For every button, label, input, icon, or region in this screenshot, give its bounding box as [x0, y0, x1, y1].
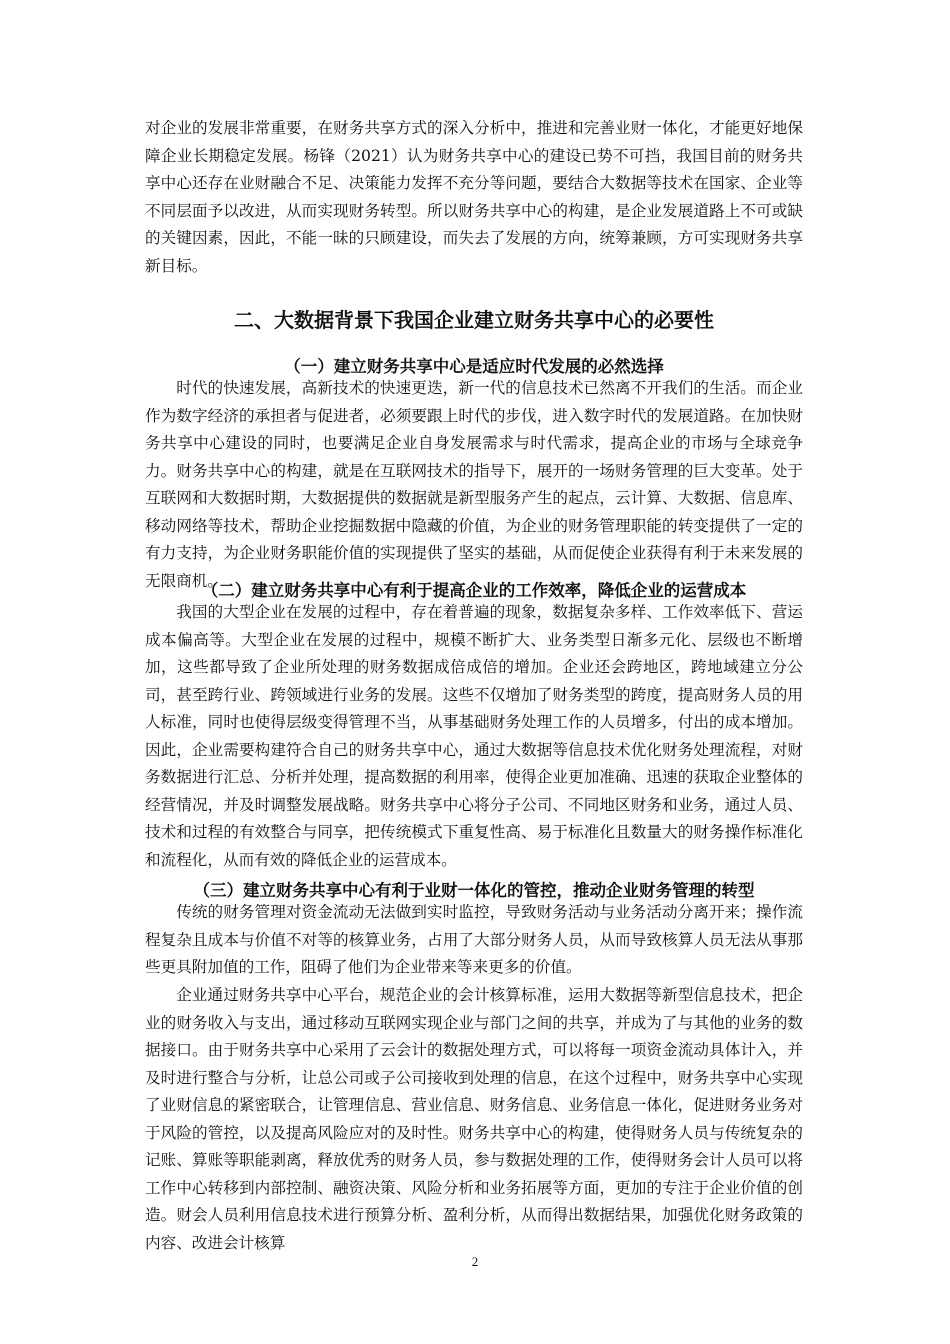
- subsection-2-body: 我国的大型企业在发展的过程中，存在着普遍的现象，数据复杂多样、工作效率低下、营运成本偏高等。大型企业在发展的过程中，规模不断扩大、业务类型日渐多元化、层级也不断增加，这些都导致了企业所处理的财务数据成倍成倍的增加。企业还会跨地区，跨地域建立分公司，甚至跨行业、跨领域进行业务的发展。这些不仅增加了财务类型的跨度，提高财务人员的用人标准，同时也使得层级变得管理不当，从事基础财务处理工作的人员增多，付出的成本增加。因此，企业需要构建符合自己的财务共享中心，通过大数据等信息技术优化财务处理流程，对财务数据进行汇总、分析并处理，提高数据的利用率，使得企业更加准确、迅速的获取企业整体的经营情况，并及时调整发展战略。财务共享中心将分子公司、不同地区财务和业务，通过人员、技术和过程的有效整合与同享，把传统模式下重复性高、易于标准化且数量大的财务操作标准化和流程化，从而有效的降低企业的运营成本。: [145, 603, 803, 869]
- subsection-1-title: （一）建立财务共享中心是适应时代发展的必然选择: [284, 357, 664, 376]
- intro-paragraph: 对企业的发展非常重要，在财务共享方式的深入分析中，推进和完善业财一体化，才能更好地保障企业长期稳定发展。杨锋（2021）认为财务共享中心的建设已势不可挡，我国目前的财务共享中心还存在业财融合不足、决策能力发挥不充分等问题，要结合大数据等技术在国家、企业等不同层面予以改进，从而实现财务转型。所以财务共享中心的构建，是企业发展道路上不可或缺的关键因素，因此，不能一昧的只顾建设，而失去了发展的方向，统筹兼顾，方可实现财务共享新目标。: [145, 119, 803, 275]
- subsection-3-title: （三）建立财务共享中心有利于业财一体化的管控，推动企业财务管理的转型: [193, 881, 755, 900]
- subsection-3-body-1: 传统的财务管理对资金流动无法做到实时监控，导致财务活动与业务活动分离开来；操作流程复杂且成本与价值不对等的核算业务，占用了大部分财务人员，从而导致核算人员无法从事那些更具附加值的工作，阻碍了他们为企业带来等来更多的价值。: [145, 903, 803, 976]
- subsection-3-body-2: 企业通过财务共享中心平台，规范企业的会计核算标准，运用大数据等新型信息技术，把企业的财务收入与支出，通过移动互联网实现企业与部门之间的共享，并成为了与其他的业务的数据接口。由于财务共享中心采用了云会计的数据处理方式，可以将每一项资金流动具体计入，并及时进行整合与分析，让总公司或子公司接收到处理的信息，在这个过程中，财务共享中心实现了业财信息的紧密联合，让管理信息、营业信息、财务信息、业务信息一体化，促进财务业务对于风险的管控，以及提高风险应对的及时性。财务共享中心的构建，使得财务人员与传统复杂的记账、算账等职能剥离，释放优秀的财务人员，参与数据处理的工作，使得财务会计人员可以将工作中心转移到内部控制、融资决策、风险分析和业务拓展等方面，更加的专注于企业价值的创造。财会人员利用信息技术进行预算分析、盈利分析，从而得出数据结果，加强优化财务政策的内容、改进会计核算: [145, 986, 803, 1252]
- section-title: 二、大数据背景下我国企业建立财务共享中心的必要性: [234, 308, 714, 332]
- page-number: 2: [471, 1254, 479, 1269]
- subsection-2-title: （二）建立财务共享中心有利于提高企业的工作效率，降低企业的运营成本: [201, 581, 747, 600]
- subsection-1-body: 时代的快速发展，高新技术的快速更迭，新一代的信息技术已然离不开我们的生活。而企业作为数字经济的承担者与促进者，必须要跟上时代的步伐，进入数字时代的发展道路。在加快财务共享中心建设的同时，也要满足企业自身发展需求与时代需求，提高企业的市场与全球竞争力。财务共享中心的构建，就是在互联网技术的指导下，展开的一场财务管理的巨大变革。处于互联网和大数据时期，大数据提供的数据就是新型服务产生的起点，云计算、大数据、信息库、移动网络等技术，帮助企业挖掘数据中隐藏的价值，为企业的财务管理职能的转变提供了一定的有力支持，为企业财务职能价值的实现提供了坚实的基础，从而促使企业获得有利于未来发展的无限商机。: [145, 379, 803, 590]
